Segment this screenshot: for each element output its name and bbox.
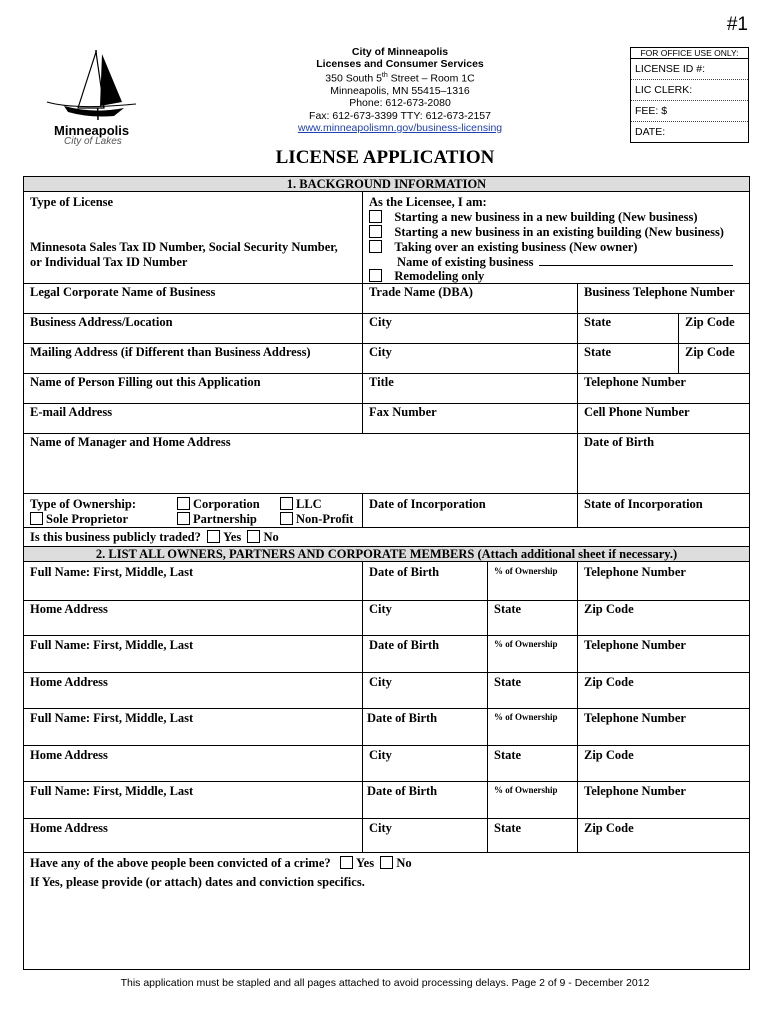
logo-tagline: City of Lakes xyxy=(64,136,122,147)
option-existing-building[interactable]: Starting a new business in an existing building (New business) xyxy=(369,225,724,240)
logo-name: Minneapolis xyxy=(54,123,130,138)
owner-2-home-label: Home Address xyxy=(30,675,108,689)
office-lic-clerk[interactable]: LIC CLERK: xyxy=(631,80,748,101)
owner-2-zip-label: Zip Code xyxy=(584,675,634,689)
owner-3-state-label: State xyxy=(494,748,522,762)
corporation-option[interactable]: Corporation xyxy=(177,497,260,512)
crime-yes-checkbox[interactable] xyxy=(340,856,353,869)
owner-3-pct-label: % of Ownership xyxy=(494,712,558,722)
owner-4-phone-label: Telephone Number xyxy=(584,784,686,798)
mailing-zip-label: Zip Code xyxy=(685,345,735,359)
business-phone-label: Business Telephone Number xyxy=(584,285,735,299)
city-name: City of Minneapolis xyxy=(351,46,449,58)
owner-3-phone-label: Telephone Number xyxy=(584,711,686,725)
sole-proprietor-option[interactable]: Sole Proprietor xyxy=(30,512,128,527)
minneapolis-sail-logo-icon xyxy=(44,48,140,124)
city-website-link[interactable]: www.minneapolismn.gov/business-licensing xyxy=(297,121,503,134)
publicly-traded-question: Is this business publicly traded? Yes No xyxy=(30,530,279,544)
city-dept: Licenses and Consumer Services xyxy=(316,58,484,71)
owner-3-city-label: City xyxy=(369,748,392,762)
city-header xyxy=(290,46,510,134)
legal-name-label: Legal Corporate Name of Business xyxy=(30,285,216,299)
owner-2-dob-label: Date of Birth xyxy=(369,638,440,652)
email-label: E-mail Address xyxy=(30,405,113,419)
non-profit-option[interactable]: Non-Profit xyxy=(280,512,353,527)
city-address-1: 350 South 5th Street – Room 1C xyxy=(325,72,475,85)
owner-1-phone-label: Telephone Number xyxy=(584,565,686,579)
owner-3-dob-label: Date of Birth xyxy=(367,711,438,725)
tax-id-label-2: or Individual Tax ID Number xyxy=(30,255,188,269)
sole-proprietor-checkbox[interactable] xyxy=(30,512,43,525)
city-address-2: Minneapolis, MN 55415–1316 xyxy=(330,85,470,98)
licensee-intro: As the Licensee, I am: xyxy=(369,195,487,209)
state-incorporation-label: State of Incorporation xyxy=(584,497,703,511)
fax-label: Fax Number xyxy=(369,405,437,419)
trade-name-label: Trade Name (DBA) xyxy=(369,285,473,299)
owner-1-zip-label: Zip Code xyxy=(584,602,634,616)
office-fee[interactable]: FEE: $ xyxy=(631,101,748,122)
corporation-checkbox[interactable] xyxy=(177,497,190,510)
remodeling-checkbox[interactable] xyxy=(369,269,382,282)
business-zip-label: Zip Code xyxy=(685,315,735,329)
form-title: LICENSE APPLICATION xyxy=(275,147,495,168)
owner-1-state-label: State xyxy=(494,602,522,616)
owner-1-dob-label: Date of Birth xyxy=(369,565,440,579)
public-yes-checkbox[interactable] xyxy=(207,530,220,543)
page-number: #1 xyxy=(726,14,748,35)
cell-phone-label: Cell Phone Number xyxy=(584,405,690,419)
mailing-state-label: State xyxy=(584,345,612,359)
crime-question: Have any of the above people been convicted of a crime? Yes No xyxy=(30,856,412,870)
telephone-label: Telephone Number xyxy=(584,375,686,389)
existing-business-name[interactable]: Name of existing business xyxy=(397,255,733,270)
llc-option[interactable]: LLC xyxy=(280,497,322,512)
owner-2-phone-label: Telephone Number xyxy=(584,638,686,652)
owner-4-name-label: Full Name: First, Middle, Last xyxy=(30,784,194,798)
owner-2-pct-label: % of Ownership xyxy=(494,639,558,649)
owner-4-home-label: Home Address xyxy=(30,821,108,835)
non-profit-checkbox[interactable] xyxy=(280,512,293,525)
take-over-checkbox[interactable] xyxy=(369,240,382,253)
city-phone: Phone: 612-673-2080 xyxy=(349,97,451,110)
mailing-address-label: Mailing Address (if Different than Business Address) xyxy=(30,345,311,359)
existing-building-checkbox[interactable] xyxy=(369,225,382,238)
person-filling-label: Name of Person Filling out this Application xyxy=(30,375,261,389)
office-date[interactable]: DATE: xyxy=(635,126,666,138)
manager-dob-label: Date of Birth xyxy=(584,435,655,449)
owner-4-state-label: State xyxy=(494,821,522,835)
owner-4-zip-label: Zip Code xyxy=(584,821,634,835)
owner-1-city-label: City xyxy=(369,602,392,616)
owner-4-pct-label: % of Ownership xyxy=(494,785,558,795)
office-license-id[interactable]: LICENSE ID #: xyxy=(631,59,748,80)
business-state-label: State xyxy=(584,315,612,329)
ownership-label: Type of Ownership: xyxy=(30,497,137,511)
title-label: Title xyxy=(369,375,394,389)
owner-2-city-label: City xyxy=(369,675,392,689)
section-1-header: 1. BACKGROUND INFORMATION xyxy=(24,177,749,192)
date-incorporation-label: Date of Incorporation xyxy=(369,497,486,511)
owner-3-home-label: Home Address xyxy=(30,748,108,762)
partnership-checkbox[interactable] xyxy=(177,512,190,525)
section-2-header: 2. LIST ALL OWNERS, PARTNERS AND CORPORATE MEMBERS (Attach additional sheet if necessary.) xyxy=(24,547,749,562)
office-use-box xyxy=(630,47,749,143)
new-building-checkbox[interactable] xyxy=(369,210,382,223)
owner-2-state-label: State xyxy=(494,675,522,689)
owner-3-name-label: Full Name: First, Middle, Last xyxy=(30,711,194,725)
owner-1-home-label: Home Address xyxy=(30,602,108,616)
partnership-option[interactable]: Partnership xyxy=(177,512,257,527)
application-form xyxy=(23,176,750,970)
owner-3-zip-label: Zip Code xyxy=(584,748,634,762)
public-no-checkbox[interactable] xyxy=(247,530,260,543)
city-fax: Fax: 612-673-3399 TTY: 612-673-2157 xyxy=(309,109,491,122)
mailing-city-label: City xyxy=(369,345,392,359)
owner-1-name-label: Full Name: First, Middle, Last xyxy=(30,565,194,579)
business-address-label: Business Address/Location xyxy=(30,315,173,329)
business-city-label: City xyxy=(369,315,392,329)
crime-no-checkbox[interactable] xyxy=(380,856,393,869)
manager-label: Name of Manager and Home Address xyxy=(30,435,231,449)
office-use-header: FOR OFFICE USE ONLY: xyxy=(631,48,748,59)
tax-id-label-1: Minnesota Sales Tax ID Number, Social Security Number, xyxy=(30,240,338,254)
crime-detail-label: If Yes, please provide (or attach) dates and conviction specifics. xyxy=(30,875,365,889)
llc-checkbox[interactable] xyxy=(280,497,293,510)
option-remodeling[interactable]: Remodeling only xyxy=(369,269,484,284)
option-new-building[interactable]: Starting a new business in a new building (New business) xyxy=(369,210,698,225)
type-of-license-label: Type of License xyxy=(30,195,114,209)
owner-2-name-label: Full Name: First, Middle, Last xyxy=(30,638,194,652)
owner-4-dob-label: Date of Birth xyxy=(367,784,438,798)
option-take-over[interactable]: Taking over an existing business (New owner) xyxy=(369,240,637,255)
footer-note: This application must be stapled and all pages attached to avoid processing delays. Page 2 of 9 - December 2012 xyxy=(120,977,650,989)
owner-1-pct-label: % of Ownership xyxy=(494,566,558,576)
owner-4-city-label: City xyxy=(369,821,392,835)
